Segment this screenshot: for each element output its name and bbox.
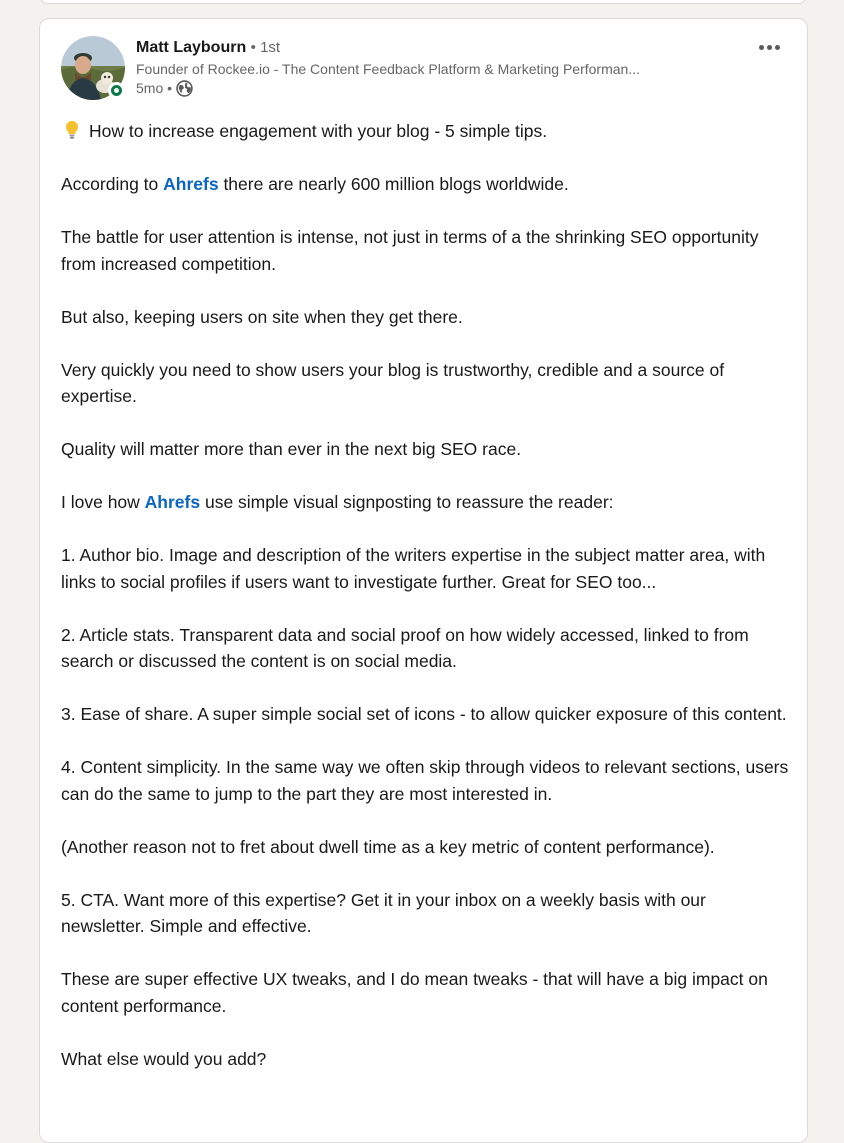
more-options-icon-dot bbox=[775, 45, 780, 50]
post-line: I love how bbox=[61, 492, 145, 512]
post-paragraph: 3. Ease of share. A super simple social set of icons - to allow quicker exposure of this content. bbox=[61, 704, 787, 724]
post-line: According to bbox=[61, 174, 164, 194]
author-name[interactable]: Matt Laybourn bbox=[136, 39, 247, 56]
post-time: 5mo • bbox=[136, 80, 173, 96]
online-status-icon bbox=[111, 85, 122, 96]
post-paragraph: 4. Content simplicity. In the same way we often skip through videos to relevant sections, users can do the same to jump to the part they are most interested in. bbox=[61, 757, 789, 804]
post-paragraph: 2. Article stats. Transparent data and social proof on how widely accessed, linked to from search or discussed the content is on social media. bbox=[61, 624, 749, 671]
post-paragraph: Quality will matter more than ever in the next big SEO race. bbox=[61, 439, 522, 459]
post-text bbox=[61, 118, 791, 1099]
author-info bbox=[136, 37, 756, 98]
more-options-icon bbox=[759, 45, 764, 50]
post-paragraph: (Another reason not to fret about dwell time as a key metric of content performance). bbox=[61, 836, 715, 857]
connection-degree: • 1st bbox=[250, 39, 281, 56]
globe-icon bbox=[176, 80, 193, 97]
post-paragraph bbox=[61, 118, 791, 145]
post-paragraph: 1. Author bio. Image and description of the writers expertise in the subject matter area, with links to social profiles if users want to investigate further. Great for SEO too... bbox=[61, 545, 766, 592]
presence-indicator bbox=[108, 82, 125, 99]
previous-post-card bbox=[39, 0, 807, 4]
author-headline: Founder of Rockee.io - The Content Feedback Platform & Marketing Performan... bbox=[136, 61, 640, 77]
more-options-icon-dot bbox=[767, 45, 772, 50]
post-paragraph bbox=[61, 489, 791, 516]
post-line: use simple visual signposting to reassure the reader: bbox=[200, 492, 614, 512]
post-paragraph bbox=[61, 171, 791, 198]
more-options-button[interactable] bbox=[753, 35, 785, 59]
author-name-line bbox=[136, 37, 756, 59]
post-paragraph: Very quickly you need to show users your blog is trustworthy, credible and a source of expertise. bbox=[61, 359, 725, 406]
author-avatar[interactable] bbox=[61, 36, 125, 100]
post-paragraph: These are super effective UX tweaks, and I do mean tweaks - that will have a big impact on content performance. bbox=[61, 969, 768, 1016]
post-paragraph: What else would you add? bbox=[61, 1048, 267, 1069]
post-paragraph: But also, keeping users on site when they get there. bbox=[61, 306, 463, 327]
ahrefs-mention-link[interactable]: Ahrefs bbox=[163, 174, 219, 194]
post-card bbox=[39, 18, 808, 1143]
post-meta bbox=[136, 79, 756, 98]
post-paragraph: 5. CTA. Want more of this expertise? Get it in your inbox on a weekly basis with our newsletter. Simple and effective. bbox=[61, 889, 706, 936]
ahrefs-mention-link[interactable]: Ahrefs bbox=[144, 492, 201, 512]
post-line: How to increase engagement with your blog - 5 simple tips. bbox=[89, 121, 548, 141]
lightbulb-icon bbox=[65, 120, 79, 140]
post-paragraph: The battle for user attention is intense, not just in terms of a the shrinking SEO opportunity from increased competition. bbox=[61, 227, 759, 274]
post-line: there are nearly 600 million blogs worldwide. bbox=[218, 174, 569, 194]
